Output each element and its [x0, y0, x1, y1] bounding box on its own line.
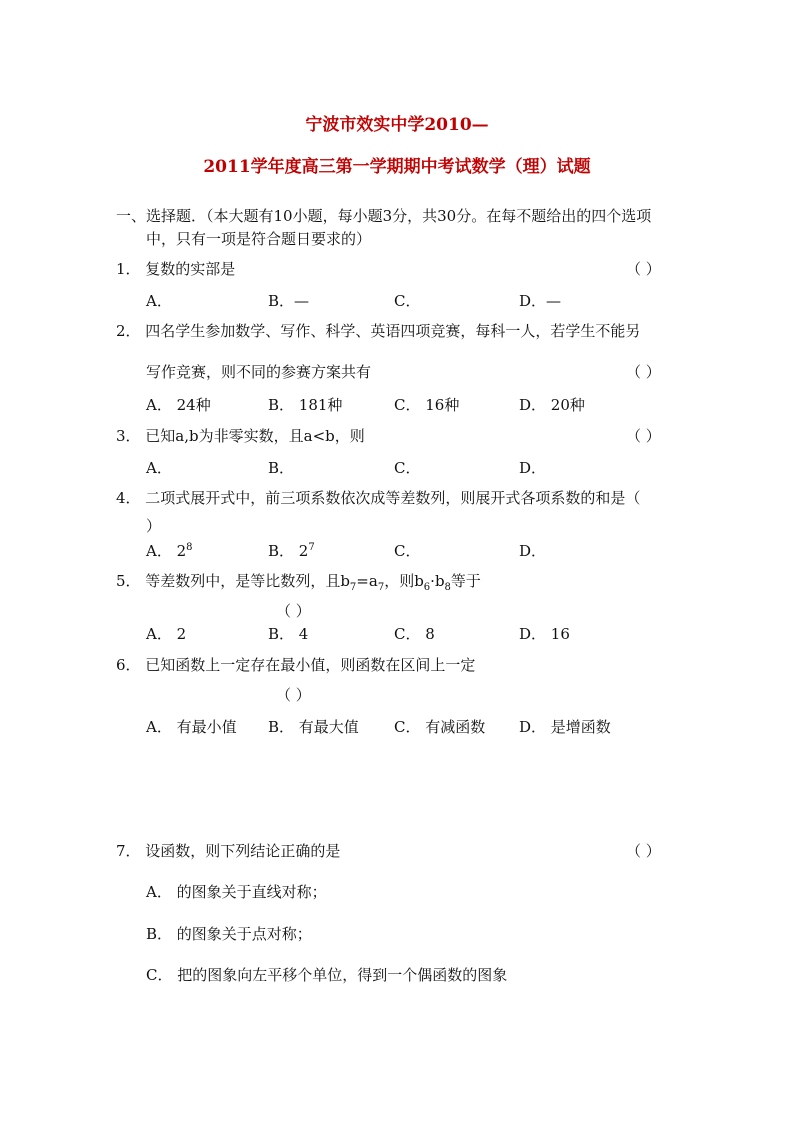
question-5-option-a: A． 2 [146, 625, 187, 643]
question-2-option-b: B． 181种 [268, 396, 343, 414]
question-5-option-c: C． 8 [394, 625, 435, 643]
question-1-text: 1． 复数的实部是 [116, 260, 236, 278]
question-4-option-b-exponent: 7 [308, 542, 315, 553]
question-2-option-d: D． 20种 [519, 396, 585, 414]
question-4-option-d: D． [519, 542, 547, 560]
section-heading: 一、选择题．（本大题有10小题，每小题3分，共30分。在每不题给出的四个选项 [116, 207, 652, 225]
question-5-answer-paren: （ ） [276, 602, 311, 620]
question-7-option-c: C． 把的图象向左平移个单位，得到一个偶函数的图象 [146, 966, 508, 984]
question-4-text-continued: ） [146, 517, 162, 535]
question-5-option-d: D． 16 [519, 625, 570, 643]
question-6-option-a: A． 有最小值 [146, 718, 237, 736]
question-3-option-d: D． [519, 459, 547, 477]
question-6-option-c: C． 有减函数 [394, 718, 486, 736]
question-2-text: 2． 四名学生参加数学、写作、科学、英语四项竞赛，每科一人，若学生不能另 [116, 322, 641, 340]
question-4-option-b: B． $2^7$ [268, 542, 315, 560]
question-7-answer-paren: （ ） [626, 842, 661, 860]
section-heading-continued: 中，只有一项是符合题日要求的） [146, 230, 372, 248]
question-6-text: 6． 已知函数上一定存在最小值，则函数在区间上一定 [116, 656, 476, 674]
question-2-text-continued: 写作竞赛，则不同的参赛方案共有 [146, 363, 372, 381]
question-2-option-a: A． 24种 [146, 396, 211, 414]
question-2-option-c: C． 16种 [394, 396, 460, 414]
question-4-option-a: A． $2^8$ [146, 542, 193, 560]
question-5-text: 5． 等差数列中，是等比数列，且$b_7=a_7$，则$b_6\cdot b_8$等于 [116, 572, 481, 593]
question-1-option-a: A． [146, 292, 172, 310]
question-3-option-a: A． [146, 459, 172, 477]
exam-title-line2: 2011学年度高三第一学期期中考试数学（理）试题 [203, 157, 591, 177]
question-3-option-b: B． [268, 459, 295, 477]
question-6-option-b: B． 有最大值 [268, 718, 359, 736]
question-4-option-c: C． [394, 542, 421, 560]
question-2-answer-paren: （ ） [626, 363, 661, 381]
question-5-option-b: B． 4 [268, 625, 309, 643]
question-7-option-a: A． 的图象关于直线对称； [146, 883, 327, 901]
exam-title-line1: 宁波市效实中学2010— [305, 115, 489, 135]
question-6-answer-paren: （ ） [276, 686, 311, 704]
question-1-option-b: B．— [268, 292, 310, 310]
question-3-answer-paren: （ ） [626, 427, 661, 445]
question-4-text: 4． 二项式展开式中，前三项系数依次成等差数列，则展开式各项系数的和是（ [116, 489, 641, 507]
question-7-text: 7． 设函数，则下列结论正确的是 [116, 842, 341, 860]
question-6-option-d: D． 是增函数 [519, 718, 611, 736]
question-7-option-b: B． 的图象关于点对称； [146, 925, 312, 943]
question-3-option-c: C． [394, 459, 421, 477]
question-1-option-c: C． [394, 292, 421, 310]
question-1-option-d: D．— [519, 292, 562, 310]
question-3-text: 3． 已知a,b为非零实数，且a<b，则 [116, 427, 365, 445]
question-4-option-a-exponent: 8 [186, 542, 193, 553]
question-1-answer-paren: （ ） [626, 260, 661, 278]
